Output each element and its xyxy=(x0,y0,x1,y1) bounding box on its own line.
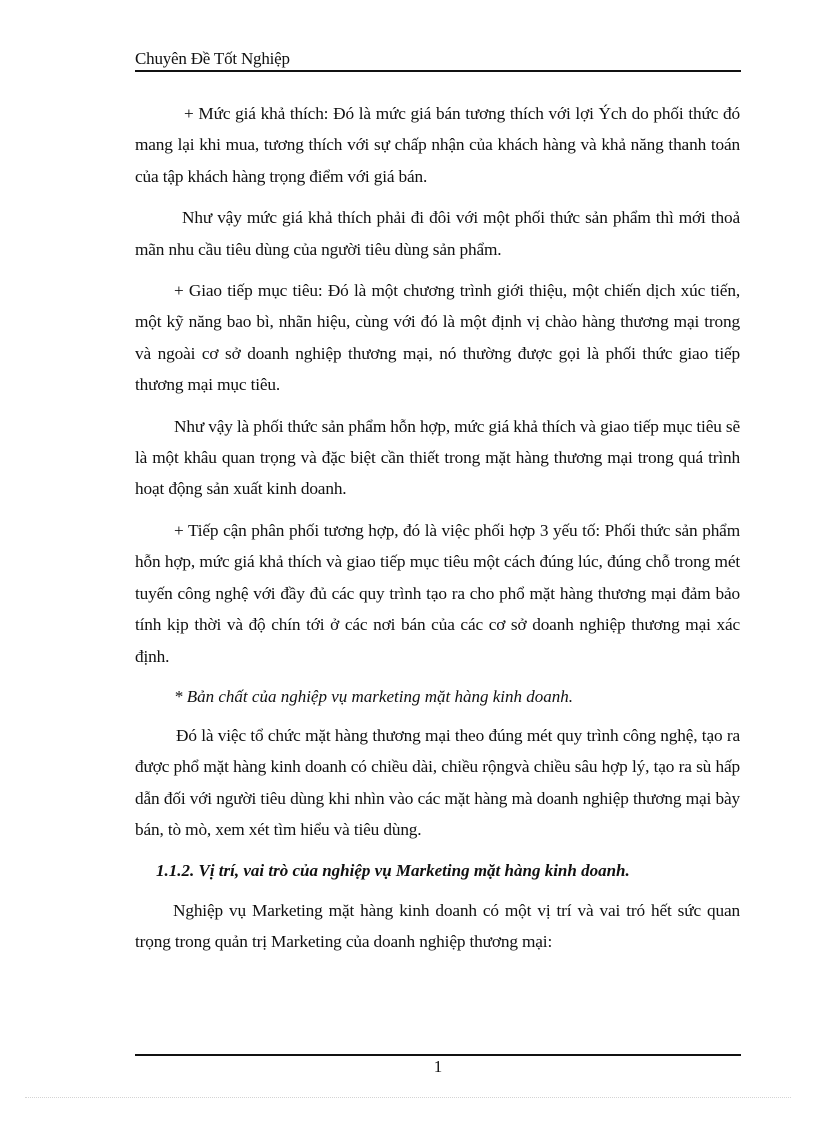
page-header-title: Chuyên Đề Tốt Nghiệp xyxy=(135,49,290,68)
paragraph-price-acceptable: + Mức giá khả thích: Đó là mức giá bán tương thích với lợi Ých do phối thức đó mang lại khi mua, tương thích với sự chấp nhận của khách hàng và khả năng thanh toán của tập khách hàng trọng điểm với giá bán. xyxy=(135,104,740,186)
page-number: 1 xyxy=(433,1057,443,1076)
paragraph-role: Nghiệp vụ Marketing mặt hàng kinh doanh có một vị trí và vai tró hết sức quan trọng trong quản trị Marketing của doanh nghiệp thương mại: xyxy=(135,900,740,951)
paragraph-distribution: + Tiếp cận phân phối tương hợp, đó là việc phối hợp 3 yếu tố: Phối thức sản phẩm hỗn hợp, mức giá khả thích và giao tiếp mục tiêu một cách đúng lúc, đúng chỗ trong mét tuyến công nghệ với đầy đủ các quy trình tạo ra cho phổ mặt hàng thương mại đảm bảo tính kịp thời và độ chín tới ở các nơi bán của các cơ sở doanh nghiệp thương mại xác định. xyxy=(135,520,740,666)
header-divider xyxy=(135,70,741,72)
paragraph-target-communication: + Giao tiếp mục tiêu: Đó là một chương trình giới thiệu, một chiến dịch xúc tiến, một kỹ năng bao bì, nhãn hiệu, cùng với đó là một định vị chào hàng thương mại trong và ngoài cơ sở doanh nghiệp thương mại, nó thường được gọi là phối thức giao tiếp thương mại mục tiêu. xyxy=(135,281,740,395)
document-body xyxy=(135,98,740,967)
paragraph-essence: Đó là việc tổ chức mặt hàng thương mại theo đúng mét quy trình công nghệ, tạo ra được phổ mặt hàng kinh doanh có chiều dài, chiều rộngvà chiều sâu hợp lý, tạo ra sù hấp dẫn đối với người tiêu dùng khi nhìn vào các mặt hàng mà doanh nghiệp thương mại bày bán, tò mò, xem xét tìm hiểu và tiêu dùng. xyxy=(135,725,740,840)
paragraph-price-summary: Như vậy mức giá khả thích phải đi đôi với một phối thức sản phẩm thì mới thoả mãn nhu cầu tiêu dùng của người tiêu dùng sản phẩm. xyxy=(135,208,740,259)
paragraph-mix-summary: Như vậy là phối thức sản phẩm hỗn hợp, mức giá khả thích và giao tiếp mục tiêu sẽ là một khâu quan trọng và đặc biệt cần thiết trong mặt hàng thương mại trong quá trình hoạt động sản xuất kinh doanh. xyxy=(135,416,740,499)
section-note: * Bản chất của nghiệp vụ marketing mặt hàng kinh doanh. xyxy=(174,686,573,706)
page-bottom-edge xyxy=(25,1097,791,1098)
section-heading: 1.1.2. Vị trí, vai trò của nghiệp vụ Marketing mặt hàng kinh doanh. xyxy=(156,860,630,880)
